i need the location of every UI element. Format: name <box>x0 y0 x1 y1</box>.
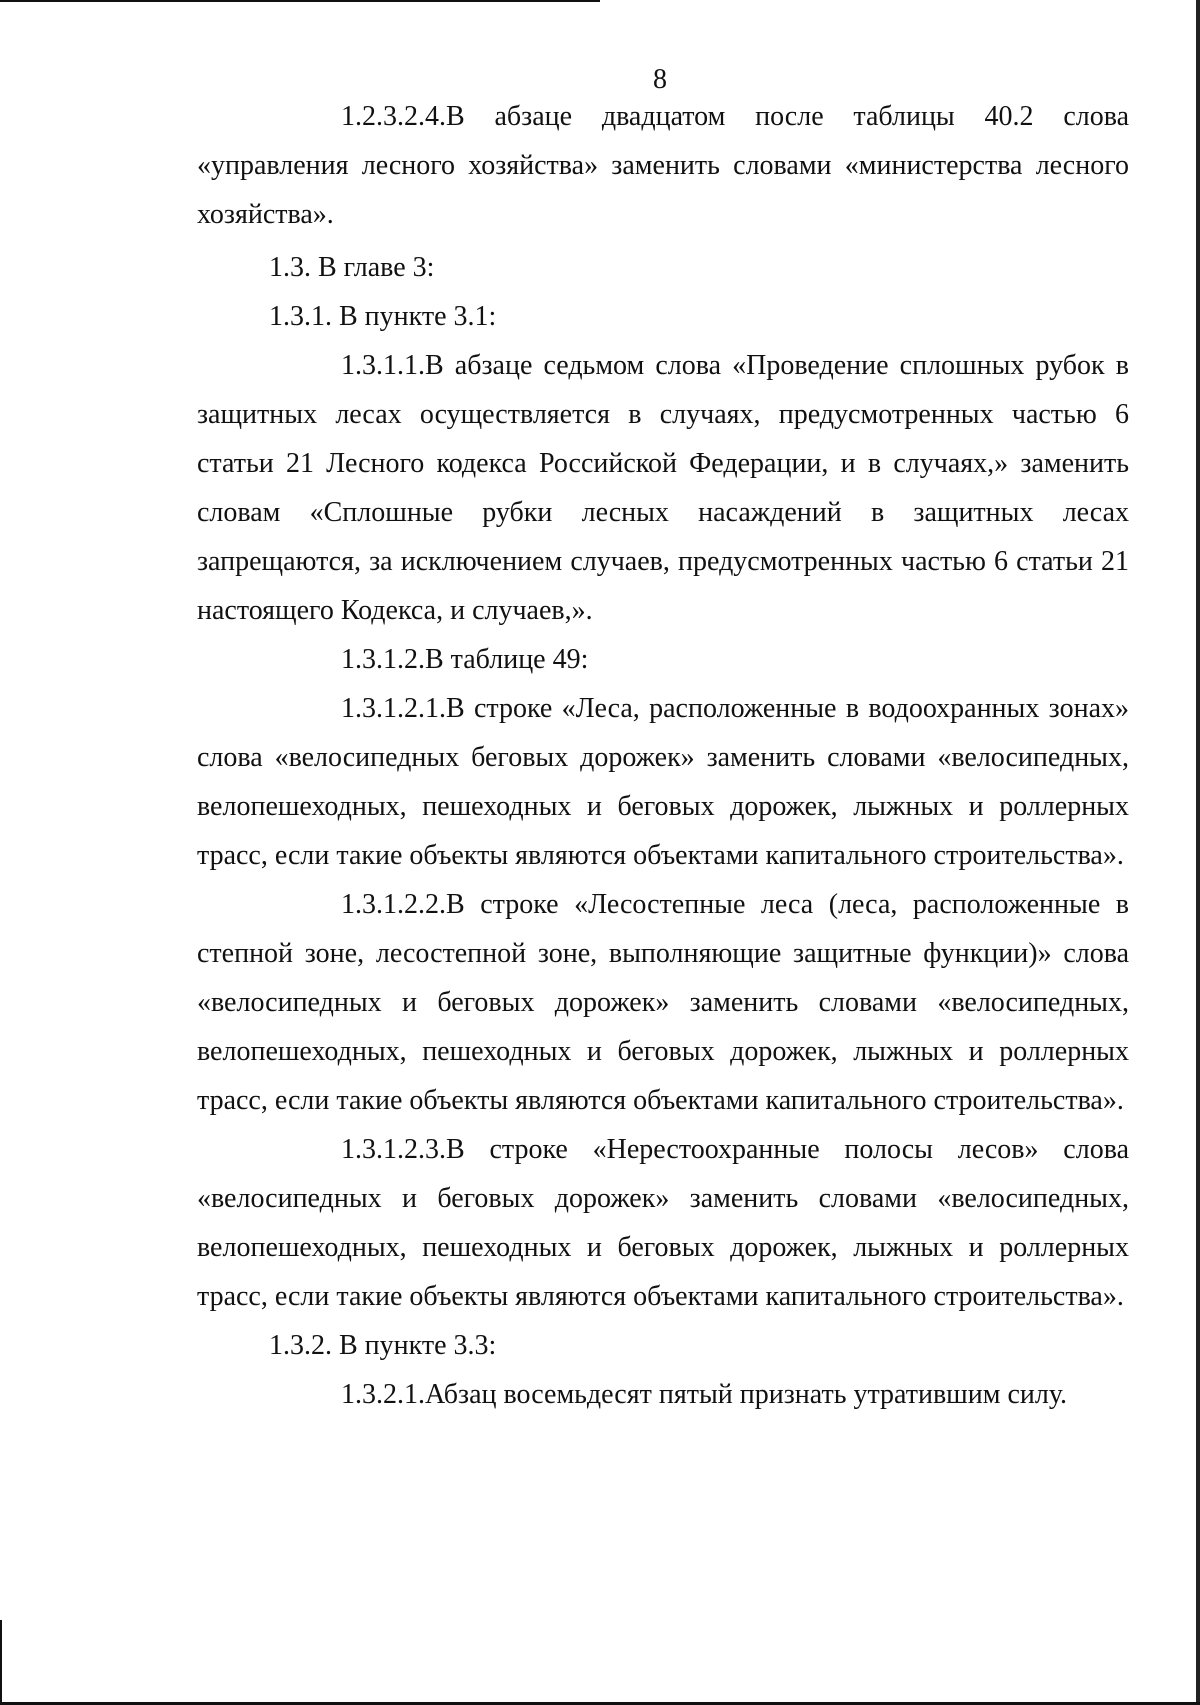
paragraph-1-3-1-2-1 <box>197 684 1129 880</box>
paragraph-1-3-1-1 <box>197 341 1129 635</box>
paragraph-text: 1.3. В главе 3: <box>269 252 435 283</box>
paragraph-1-3-1-2 <box>197 635 1129 684</box>
paragraph-number: 1.2.3.2.4. <box>341 101 446 132</box>
paragraph-text: Абзац восемьдесят пятый признать утратившим силу. <box>425 1379 1068 1410</box>
paragraph-text: В абзаце седьмом слова «Проведение сплошных рубок в защитных лесах осуществляется в случаях, предусмотренных частью 6 статьи 21 Лесного кодекса Российской Федерации, и в случаях,» заменить словам «Сплошные рубки лесных насаждений в защитных лесах запрещаются, за исключением случаев, предусмотренных частью 6 статьи 21 настоящего Кодекса, и случаев,». <box>197 350 1129 626</box>
paragraph-1-3-1-2-2 <box>197 880 1129 1125</box>
scan-left-mark <box>0 1620 2 1705</box>
paragraph-number: 1.3.1.2.1. <box>341 693 446 724</box>
paragraph-text: В строке «Лесостепные леса (леса, расположенные в степной зоне, лесостепной зоне, выполняющие защитные функции)» слова «велосипедных и беговых дорожек» заменить словами «велосипедных, велопешеходных, пешеходных и беговых дорожек, лыжных и роллерных трасс, если такие объекты являются объектами капитального строительства». <box>197 889 1129 1116</box>
paragraph-text: В абзаце двадцатом после таблицы 40.2 слова «управления лесного хозяйства» заменить словами «министерства лесного хозяйства». <box>197 101 1129 230</box>
paragraph-text: 1.3.2. В пункте 3.3: <box>269 1330 497 1361</box>
page-number: 8 <box>653 64 667 95</box>
document-body <box>197 92 1129 1419</box>
paragraph-1-3-1 <box>197 292 1129 341</box>
paragraph-text: В таблице 49: <box>425 644 589 675</box>
paragraph-1-3-2-1 <box>197 1370 1129 1419</box>
paragraph-number: 1.3.1.2. <box>341 644 425 675</box>
paragraph-number: 1.3.2.1. <box>341 1379 425 1410</box>
paragraph-1-2-3-2-4 <box>197 92 1129 239</box>
paragraph-number: 1.3.1.1. <box>341 350 425 381</box>
scan-top-edge <box>0 0 600 2</box>
scan-right-edge <box>1196 0 1200 1705</box>
paragraph-number: 1.3.1.2.3. <box>341 1134 446 1165</box>
paragraph-text: В строке «Нерестоохранные полосы лесов» слова «велосипедных и беговых дорожек» заменить словами «велосипедных, велопешеходных, пешеходных и беговых дорожек, лыжных и роллерных трасс, если такие объекты являются объектами капитального строительства». <box>197 1134 1129 1312</box>
paragraph-text: В строке «Леса, расположенные в водоохранных зонах» слова «велосипедных беговых дорожек» заменить словами «велосипедных, велопешеходных, пешеходных и беговых дорожек, лыжных и роллерных трасс, если такие объекты являются объектами капитального строительства». <box>197 693 1129 871</box>
paragraph-text: 1.3.1. В пункте 3.1: <box>269 301 497 332</box>
paragraph-1-3 <box>197 243 1129 292</box>
paragraph-1-3-1-2-3 <box>197 1125 1129 1321</box>
paragraph-1-3-2 <box>197 1321 1129 1370</box>
paragraph-number: 1.3.1.2.2. <box>341 889 446 920</box>
